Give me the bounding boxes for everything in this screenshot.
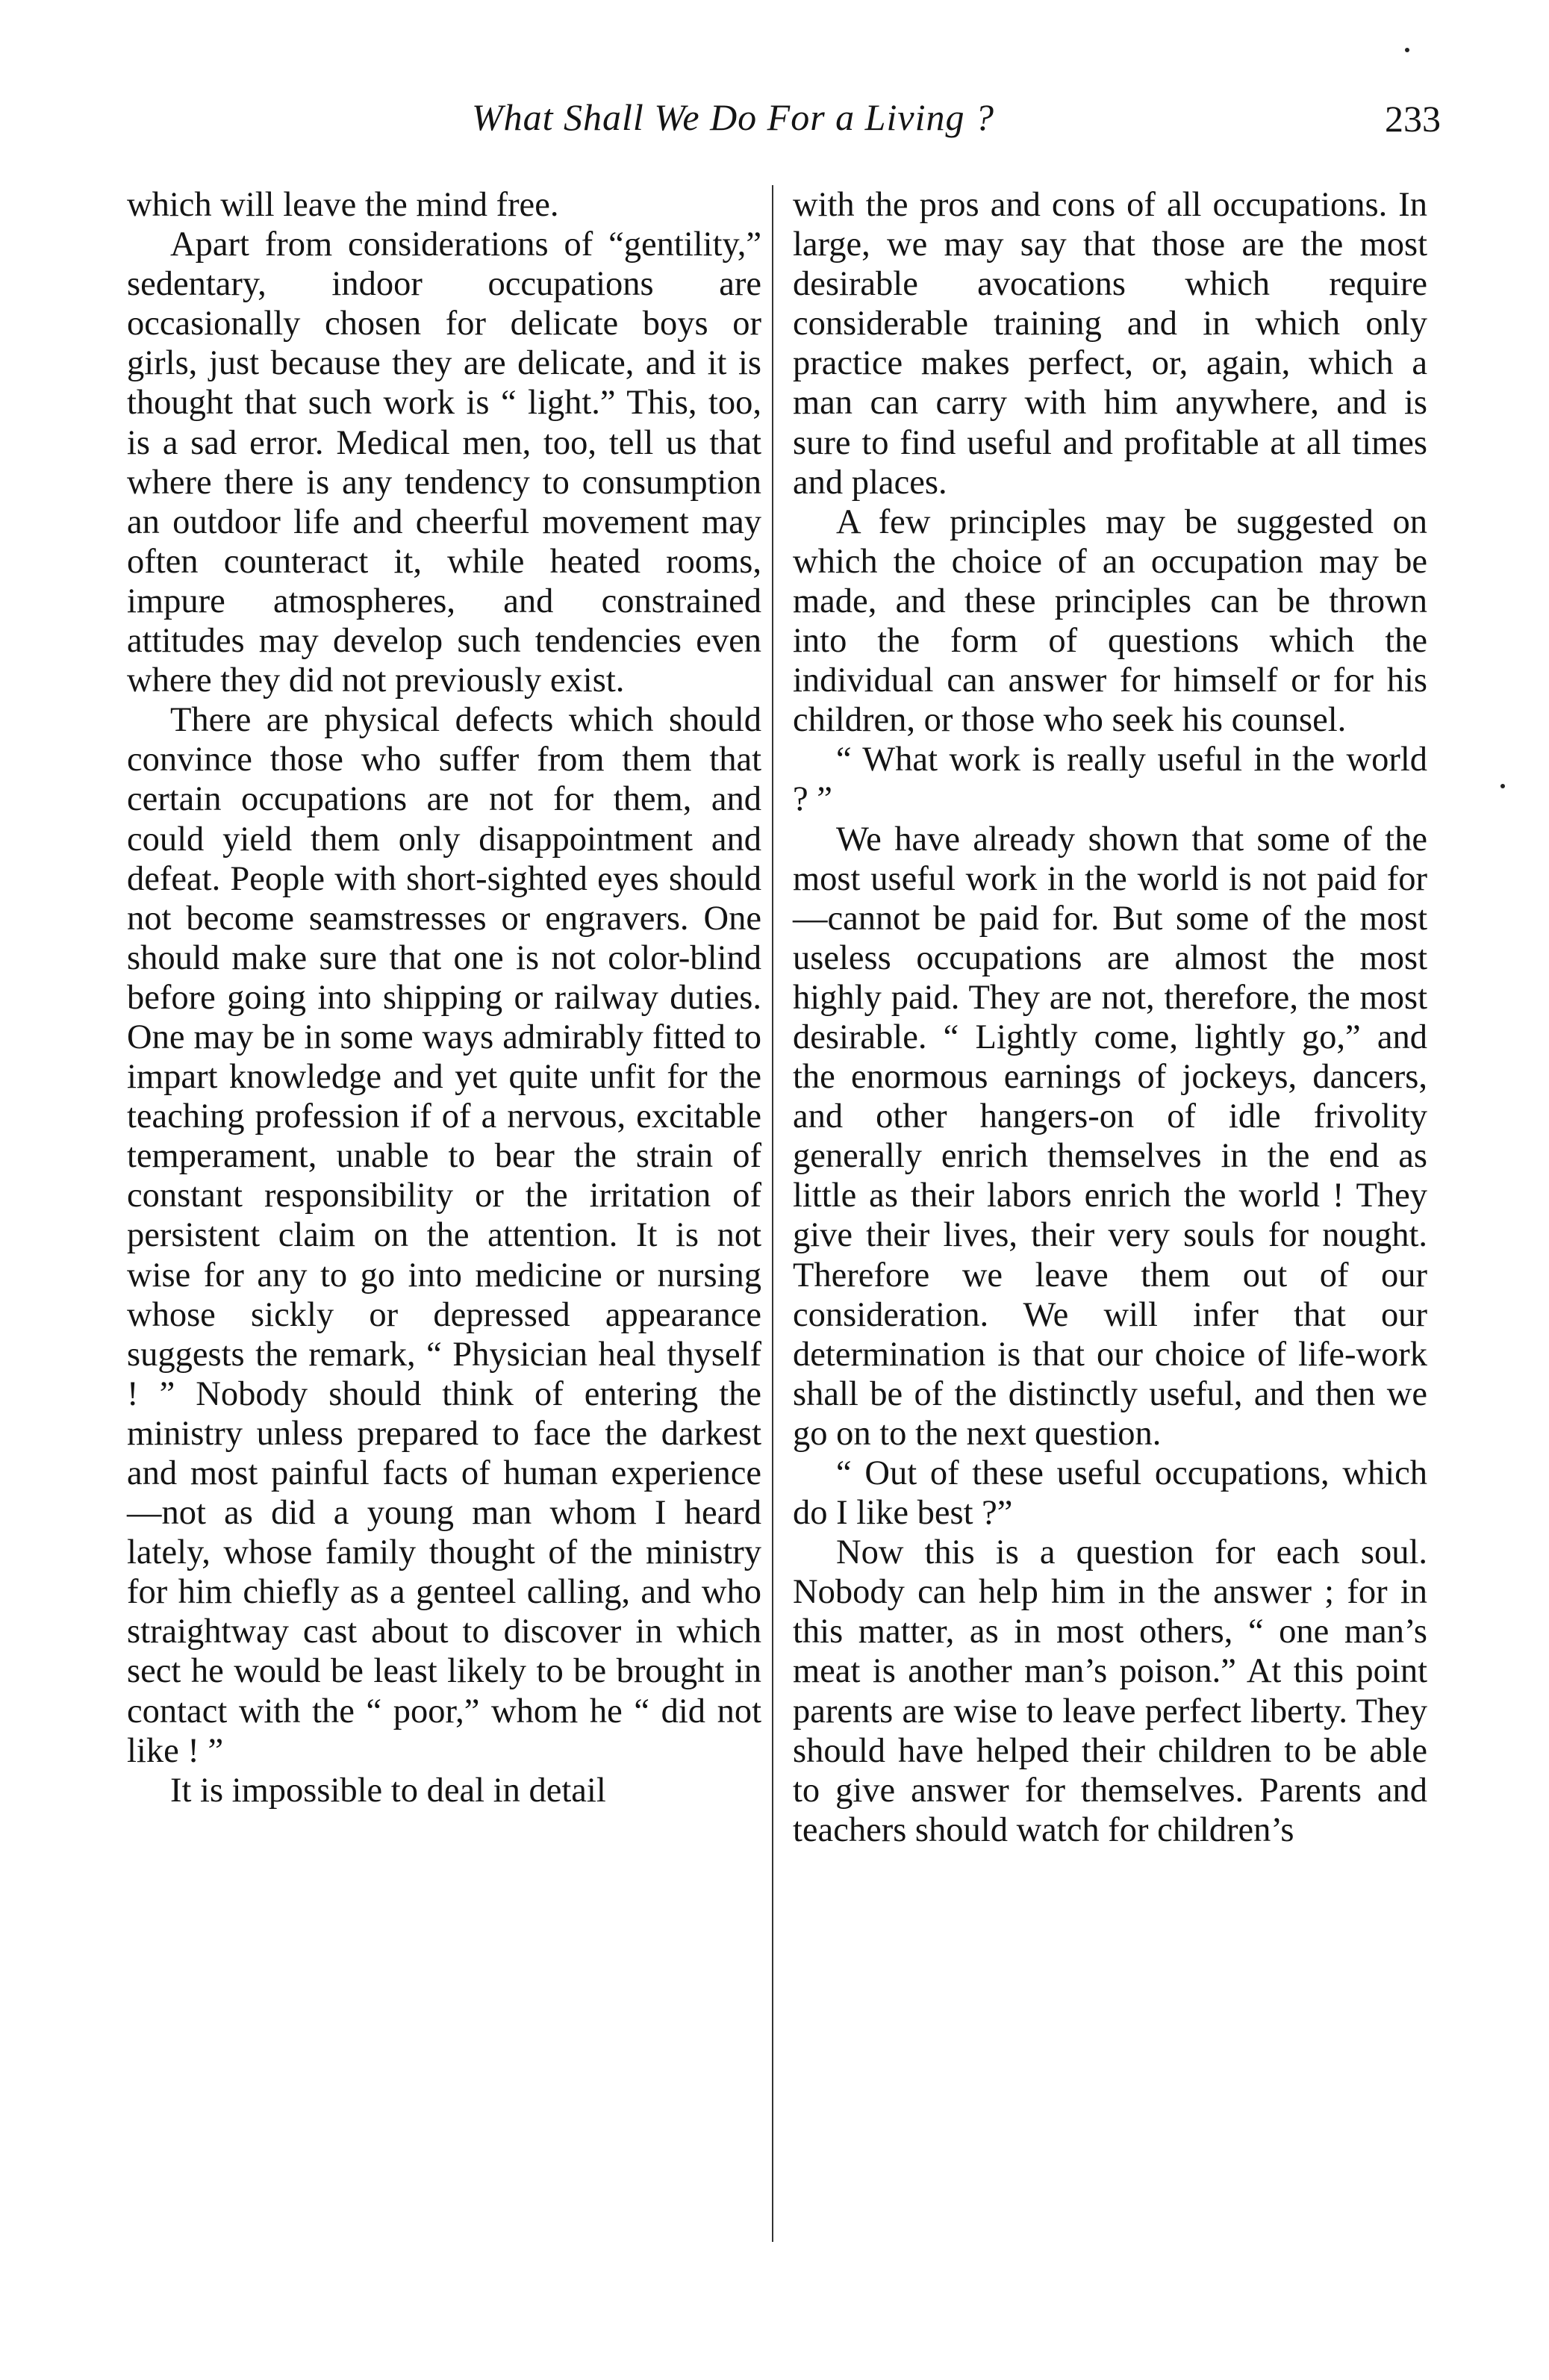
paragraph: “ Out of these useful occupations, which do I like best ?” (793, 1454, 1427, 1533)
paragraph: Apart from considerations of “gentility,” sedentary, indoor occupations are occasionally chosen for delicate boys or girls, just because they are delicate, and it is thought that such work is “ light.” This, too, is a sad error. Medical men, too, tell us that where there is any tendency to consumption an outdoor life and cheerful movement may often counteract it, while heated rooms, impure atmospheres, and constrained attitudes may develop such tendencies even where they did not previously exist. (127, 225, 761, 700)
page-number: 233 (1385, 98, 1441, 140)
column-divider (772, 185, 773, 2242)
paragraph: It is impossible to deal in detail (170, 1771, 606, 1810)
right-column (793, 185, 1427, 1850)
running-title: What Shall We Do For a Living ? (472, 96, 994, 138)
paragraph: which will leave the mind free. (127, 186, 559, 224)
left-column (127, 185, 761, 1810)
print-speck (1500, 784, 1505, 788)
paragraph: We have already shown that some of the most useful work in the world is not paid for—cannot be paid for. But some of the most useless occupations are almost the most highly paid. They are not, therefore, the most desirable. “ Lightly come, lightly go,” and the enormous earnings of jockeys, dancers, and other hangers-on of idle frivolity generally enrich themselves in the end as little as their labors enrich the world ! They give their lives, their very souls for nought. Therefore we leave them out of our consideration. We will infer that our determination is that our choice of life-work shall be of the distinctly useful, and then we go on to the next question. (793, 820, 1427, 1453)
paragraph: There are physical defects which should convince those who suffer from them that certain occupations are not for them, and could yield them only disappointment and defeat. People with short-sighted eyes should not become seamstresses or engravers. One should make sure that one is not color-blind before going into shipping or railway duties. One may be in some ways admirably fitted to impart knowledge and yet quite unfit for the teaching profession if of a nervous, excitable temperament, unable to bear the strain of constant responsibility or the irritation of persistent claim on the attention. It is not wise for any to go into medicine or nursing whose sickly or depressed appearance suggests the remark, “ Physician heal thyself ! ” Nobody should think of entering the ministry unless prepared to face the darkest and most painful facts of human experience—not as did a young man whom I heard lately, whose family thought of the ministry for him chiefly as a genteel calling, and who straightway cast about to discover in which sect he would be least likely to be brought in contact with the “ poor,” whom he “ did not like ! ” (127, 701, 761, 1770)
page-header (127, 96, 1441, 148)
paragraph: “ What work is really useful in the world ? ” (793, 741, 1427, 819)
paragraph: with the pros and cons of all occupations. In large, we may say that those are the most desirable avocations which require considerable training and in which only practice makes perfect, or, again, which a man can carry with him anywhere, and is sure to find useful and profitable at all times and places. (793, 186, 1427, 502)
print-speck (1405, 48, 1409, 52)
paragraph: Now this is a question for each soul. Nobody can help him in the answer ; for in this matter, as in most others, “ one man’s meat is another man’s poison.” At this point parents are wise to leave perfect liberty. They should have helped their children to be able to give answer for themselves. Parents and teachers should watch for children’s (793, 1533, 1427, 1849)
paragraph: A few principles may be suggested on which the choice of an occupation may be made, and these principles can be thrown into the form of questions which the individual can answer for himself or for his children, or those who seek his counsel. (793, 502, 1427, 740)
